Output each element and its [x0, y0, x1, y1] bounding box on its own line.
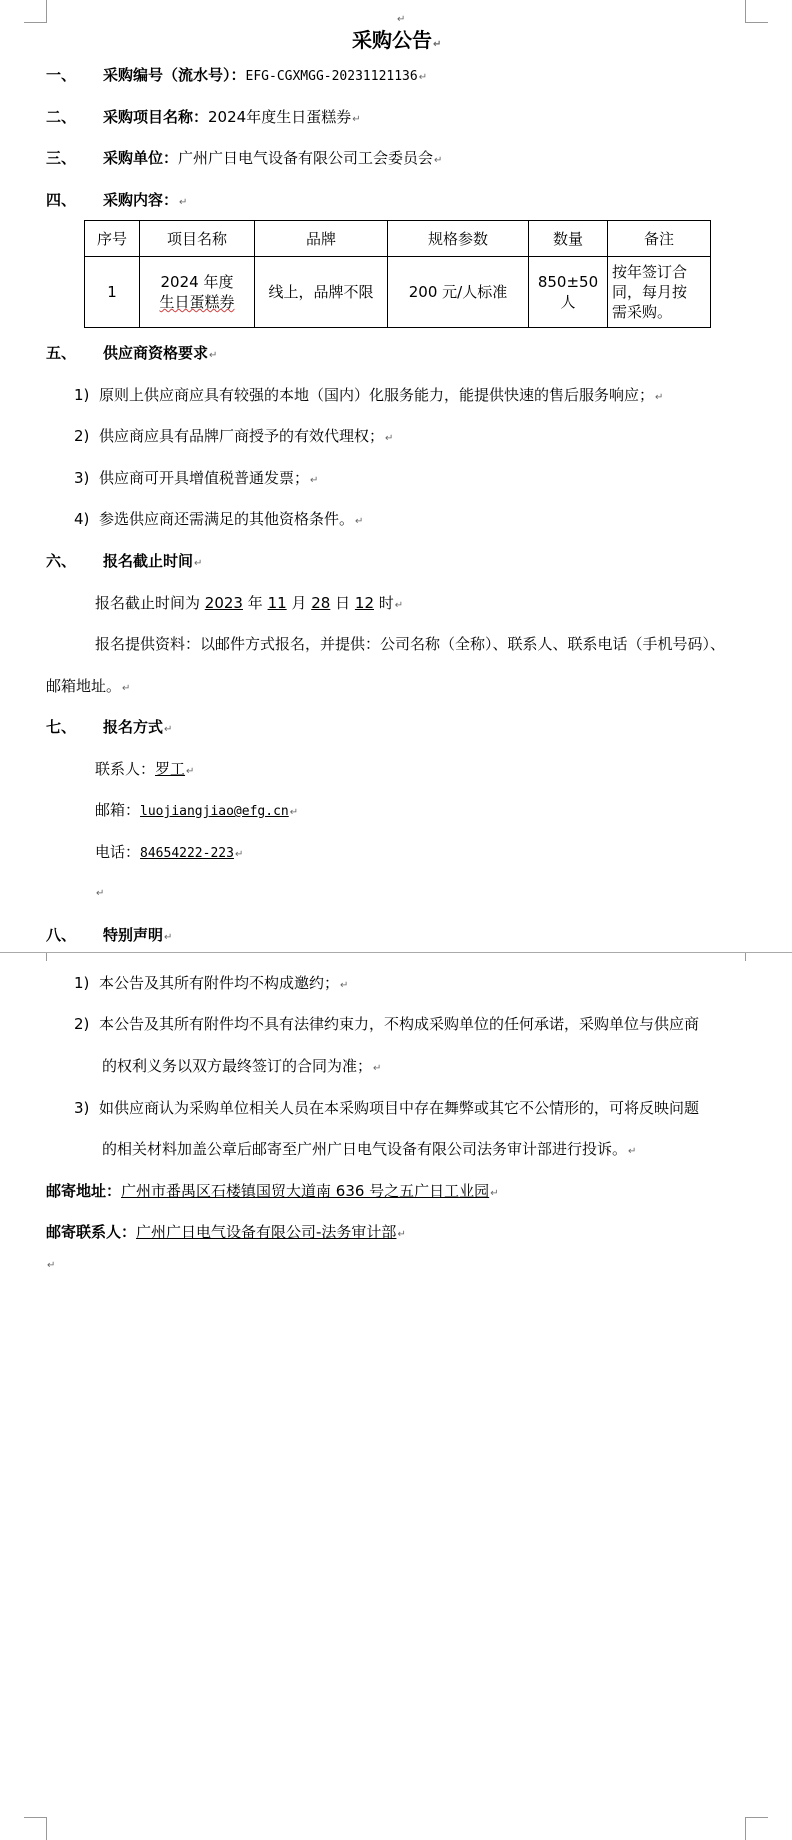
list-item	[74, 426, 393, 449]
qualification-label: 供应商资格要求	[103, 344, 209, 362]
list-number: 2)	[74, 427, 90, 445]
list-number: 2)	[74, 1015, 90, 1033]
list-number: 3)	[74, 1099, 90, 1117]
table-row	[85, 257, 711, 328]
cell-brand: 线上，品牌不限	[255, 257, 388, 328]
email-link[interactable]: luojiangjiao@efg.cn	[140, 804, 289, 819]
crop-mark-bottom-left	[24, 1817, 47, 1840]
deadline-year: 2023	[204, 594, 243, 612]
section-number: 七、	[46, 718, 77, 736]
paragraph-mark: ↵	[164, 724, 173, 735]
deadline-month: 11	[267, 594, 287, 612]
cell-name-line: 生日蛋糕券	[159, 293, 235, 311]
list-item	[74, 973, 348, 996]
section-number: 一、	[46, 66, 77, 84]
procurement-table	[84, 220, 711, 328]
paragraph-mark: ↵	[490, 1188, 499, 1199]
paragraph-mark: ↵	[352, 114, 361, 125]
cell-spec: 200 元/人标准	[388, 257, 529, 328]
deadline-hour: 12	[354, 594, 374, 612]
materials-line: 报名提供资料：以邮件方式报名，并提供：公司名称（全称）、联系人、联系电话（手机号码）、	[95, 635, 726, 653]
signup-label: 报名方式	[103, 718, 164, 736]
paragraph-mark: ↵	[373, 1063, 382, 1074]
crop-mark-mid-left	[24, 953, 47, 961]
header-cell: 备注	[608, 221, 711, 257]
section-number: 八、	[46, 926, 77, 944]
mail-contact-line	[46, 1222, 406, 1245]
contact-person-label: 联系人：	[95, 760, 156, 778]
header-cell: 规格参数	[388, 221, 529, 257]
mail-contact-label: 邮寄联系人：	[46, 1223, 137, 1241]
section-number: 六、	[46, 552, 77, 570]
email-label: 邮箱：	[95, 801, 141, 819]
qualification-heading	[103, 343, 217, 366]
deadline-hour-unit: 时	[378, 594, 394, 612]
deadline-heading	[103, 551, 202, 574]
paragraph-mark: ↵	[209, 350, 218, 361]
purchaser-value: 广州广日电气设备有限公司工会委员会	[178, 149, 434, 167]
deadline-text	[95, 593, 403, 616]
table-header-row	[85, 221, 711, 257]
project-name-value: 2024年度生日蛋糕券	[208, 108, 352, 126]
materials-line	[46, 676, 130, 699]
procurement-number-value: EFG-CGXMGG-20231121136	[245, 69, 418, 84]
cell-note	[608, 257, 711, 328]
cell-qty	[529, 257, 608, 328]
list-number: 1)	[74, 974, 90, 992]
email-line	[95, 800, 298, 823]
title-text: 采购公告	[352, 28, 432, 52]
procurement-number-line	[103, 65, 427, 88]
paragraph-mark: ↵	[47, 1260, 56, 1271]
paragraph-mark: ↵	[179, 197, 188, 208]
paragraph-mark: ↵	[194, 558, 203, 569]
cell-qty-line: 850±50	[537, 273, 599, 291]
list-text: 如供应商认为采购单位相关人员在本采购项目中存在舞弊或其它不公情形的，可将反映问题	[98, 1099, 699, 1117]
contact-person-line	[95, 759, 194, 782]
header-cell: 数量	[529, 221, 608, 257]
deadline-day-unit: 日	[335, 594, 351, 612]
crop-mark-mid-right	[745, 953, 768, 961]
list-text: 供应商应具有品牌厂商授予的有效代理权；	[98, 427, 384, 445]
paragraph-mark: ↵	[397, 14, 406, 25]
list-item-continuation	[102, 1139, 636, 1162]
list-item	[74, 468, 318, 491]
list-number: 4)	[74, 510, 90, 528]
paragraph-mark: ↵	[354, 516, 364, 527]
mail-address-label: 邮寄地址：	[46, 1182, 122, 1200]
statement-label: 特别声明	[103, 926, 164, 944]
paragraph-mark: ↵	[122, 683, 131, 694]
project-name-line	[103, 107, 361, 130]
content-heading	[103, 190, 187, 213]
deadline-day: 28	[311, 594, 331, 612]
list-text: 本公告及其所有附件均不具有法律约束力，不构成采购单位的任何承诺，采购单位与供应商	[98, 1015, 699, 1033]
deadline-prefix: 报名截止时间为	[95, 594, 201, 612]
paragraph-mark: ↵	[433, 39, 442, 50]
procurement-number-label: 采购编号（流水号）：	[103, 66, 246, 84]
header-cell: 序号	[85, 221, 140, 257]
header-cell: 项目名称	[140, 221, 255, 257]
page-break-line	[0, 952, 792, 953]
crop-mark-bottom-right	[745, 1817, 768, 1840]
cell-no: 1	[85, 257, 140, 328]
statement-heading	[103, 925, 172, 948]
paragraph-mark: ↵	[654, 392, 664, 403]
cell-note-line: 需采购。	[612, 303, 673, 321]
phone-value: 84654222-223	[140, 846, 234, 861]
list-item	[74, 385, 663, 408]
list-item-continuation	[102, 1056, 381, 1079]
project-name-label: 采购项目名称：	[103, 108, 209, 126]
paragraph-mark: ↵	[234, 849, 244, 860]
paragraph-mark: ↵	[434, 155, 443, 166]
cell-qty-line: 人	[560, 293, 576, 311]
list-number: 3)	[74, 469, 90, 487]
list-item	[74, 1098, 699, 1118]
cell-name-line: 2024 年度	[160, 273, 234, 291]
list-text: 的相关材料加盖公章后邮寄至广州广日电气设备有限公司法务审计部进行投诉。	[102, 1140, 628, 1158]
paragraph-mark: ↵	[339, 980, 349, 991]
paragraph-mark: ↵	[309, 475, 319, 486]
mail-address-line	[46, 1181, 499, 1204]
paragraph-mark: ↵	[628, 1146, 637, 1157]
phone-line	[95, 842, 243, 865]
paragraph-mark: ↵	[289, 807, 299, 818]
content-label: 采购内容：	[103, 191, 179, 209]
paragraph-mark: ↵	[394, 600, 404, 611]
paragraph-mark: ↵	[384, 433, 394, 444]
list-text: 的权利义务以双方最终签订的合同为准；	[102, 1057, 373, 1075]
phone-label: 电话：	[95, 843, 141, 861]
section-number: 五、	[46, 344, 77, 362]
crop-mark-top-right	[745, 0, 768, 23]
header-cell: 品牌	[255, 221, 388, 257]
paragraph-mark: ↵	[418, 72, 428, 83]
deadline-year-unit: 年	[247, 594, 263, 612]
crop-mark-top-left	[24, 0, 47, 23]
cell-note-line: 同，每月按	[612, 283, 688, 301]
list-item	[74, 1014, 699, 1034]
purchaser-line	[103, 148, 442, 171]
list-text: 原则上供应商应具有较强的本地（国内）化服务能力，能提供快速的售后服务响应；	[98, 386, 654, 404]
mail-contact-value: 广州广日电气设备有限公司-法务审计部	[136, 1223, 397, 1241]
section-number: 四、	[46, 191, 77, 209]
section-number: 三、	[46, 149, 77, 167]
list-number: 1)	[74, 386, 90, 404]
page-title	[352, 30, 441, 55]
paragraph-mark: ↵	[164, 932, 173, 943]
deadline-label: 报名截止时间	[103, 552, 194, 570]
deadline-month-unit: 月	[291, 594, 307, 612]
cell-note-line: 按年签订合	[612, 263, 688, 281]
paragraph-mark: ↵	[96, 888, 105, 899]
list-text: 本公告及其所有附件均不构成邀约；	[98, 974, 339, 992]
section-number: 二、	[46, 108, 77, 126]
list-item	[74, 509, 363, 532]
paragraph-mark: ↵	[397, 1229, 406, 1240]
list-text: 供应商可开具增值税普通发票；	[98, 469, 309, 487]
signup-heading	[103, 717, 172, 740]
paragraph-mark: ↵	[186, 766, 195, 777]
list-text: 参选供应商还需满足的其他资格条件。	[98, 510, 354, 528]
contact-person-value: 罗工	[155, 760, 186, 778]
purchaser-label: 采购单位：	[103, 149, 179, 167]
mail-address-value: 广州市番禺区石楼镇国贸大道南 636 号之五广日工业园	[121, 1182, 490, 1200]
cell-name	[140, 257, 255, 328]
materials-text: 邮箱地址。	[46, 677, 122, 695]
